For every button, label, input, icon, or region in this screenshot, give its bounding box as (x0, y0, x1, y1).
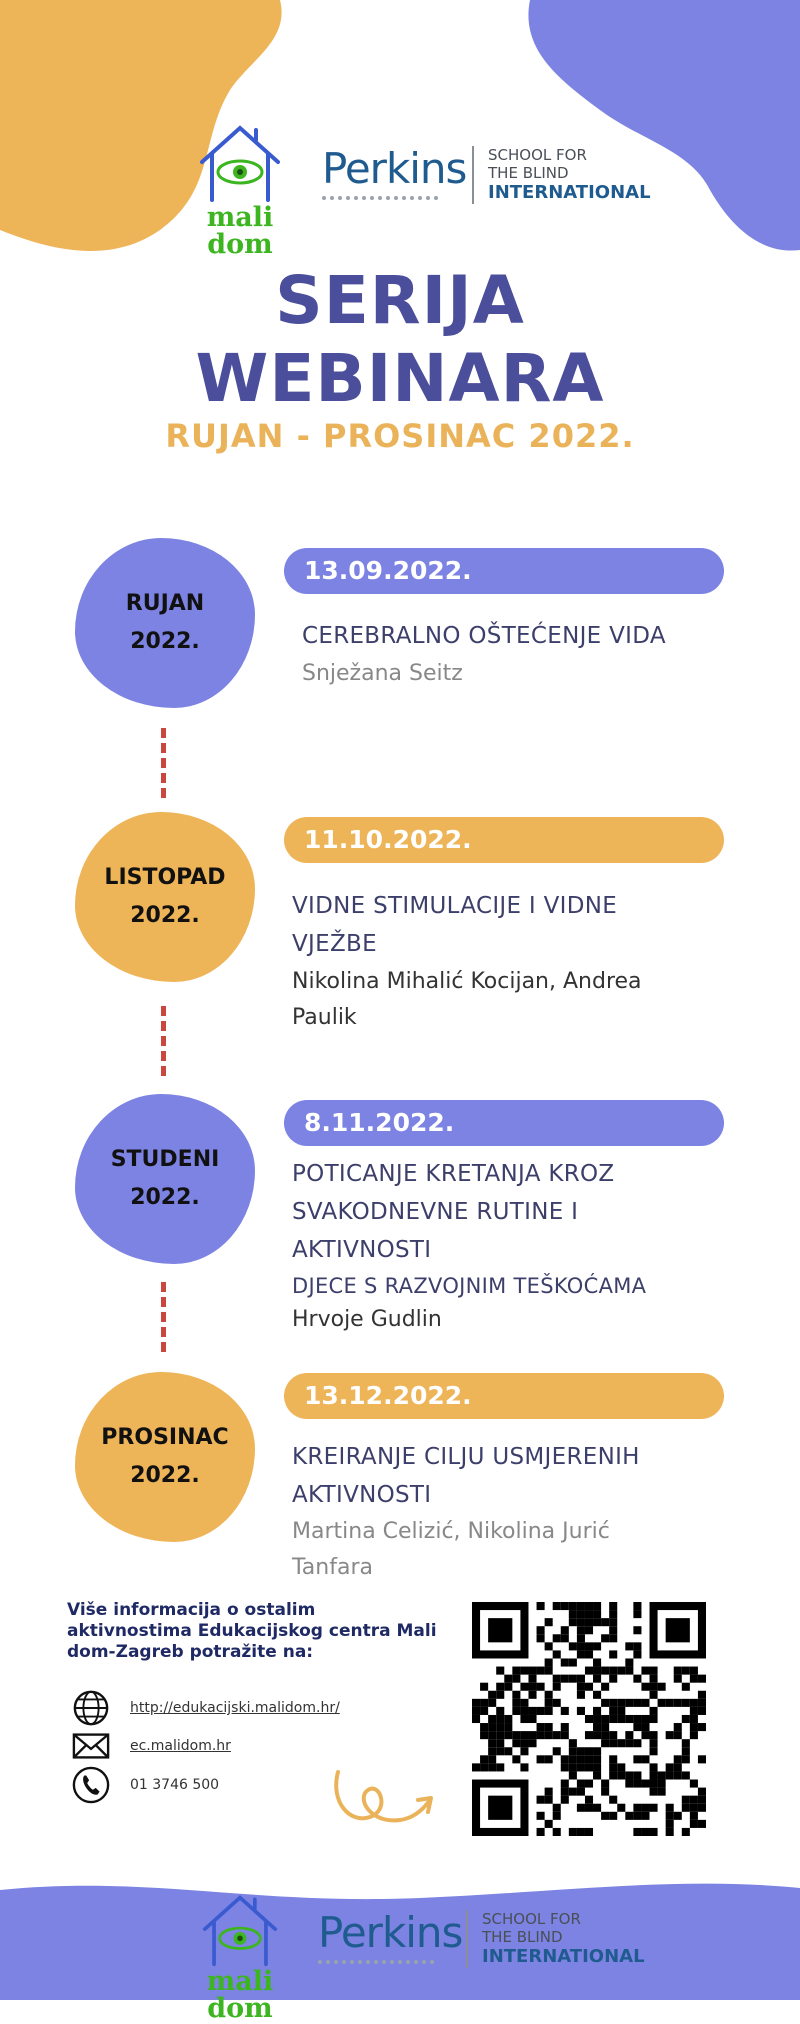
event-topic-2: VIDNE STIMULACIJE I VIDNE VJEŽBE (292, 893, 618, 957)
house-eye-icon (194, 122, 286, 204)
date-pill-2: 11.10.2022. (284, 817, 724, 863)
email-contact (72, 1727, 231, 1765)
event-speaker-3: Hrvoje Gudlin (292, 1307, 442, 1332)
malidom-logo-bottom (175, 1892, 305, 2022)
phone-icon (72, 1766, 110, 1804)
event-speaker-2: Nikolina Mihalić Kocijan, Andrea Paulik (292, 969, 642, 1030)
phone-number: 01 3746 500 (130, 1777, 220, 1793)
school-for-blind-text-top: SCHOOL FOR THE BLIND INTERNATIONAL (472, 146, 651, 204)
page-subtitle: RUJAN - PROSINAC 2022. (165, 417, 635, 455)
perkins-logo-text: Perkins (318, 1908, 463, 1957)
date-pill-3: 8.11.2022. (284, 1100, 724, 1146)
month-badge-studeni: STUDENI 2022. (75, 1094, 255, 1264)
event-topic-4: KREIRANJE CILJU USMJERENIH AKTIVNOSTI (292, 1444, 640, 1508)
perkins-logo-bottom (318, 1908, 463, 1964)
event-speaker-4: Martina Celizić, Nikolina Jurić Tanfara (292, 1519, 610, 1580)
purple-corner-blob (520, 0, 800, 260)
timeline-dash-2 (161, 1006, 172, 1076)
curly-arrow-icon (330, 1762, 440, 1832)
more-info-text: Više informacija o ostalim aktivnostima Edukacijskog centra Mali dom-Zagreb potražite na: (67, 1600, 437, 1662)
page-title: SERIJA WEBINARA (195, 262, 605, 417)
website-link[interactable]: http://edukacijski.malidom.hr/ (130, 1700, 340, 1716)
perkins-logo-text: Perkins (322, 144, 467, 193)
event-topic-3: POTICANJE KRETANJA KROZ SVAKODNEVNE RUTINE I AKTIVNOSTI DJECE S RAZVOJNIM TEŠKOĆAMA (292, 1161, 647, 1298)
event-speaker-1: Snježana Seitz (302, 661, 463, 686)
timeline-dash-1 (161, 728, 172, 798)
timeline-dash-3 (161, 1282, 172, 1352)
envelope-icon (72, 1727, 110, 1765)
braille-dots (322, 196, 466, 200)
qr-code[interactable] (472, 1602, 706, 1836)
website-contact (72, 1689, 340, 1727)
month-badge-listopad: LISTOPAD 2022. (75, 812, 255, 982)
month-badge-rujan: RUJAN 2022. (75, 538, 255, 708)
malidom-logo-text: mali dom (206, 1966, 274, 2024)
date-pill-1: 13.09.2022. (284, 548, 724, 594)
braille-dots (318, 1960, 462, 1964)
school-for-blind-text-bottom: SCHOOL FOR THE BLIND INTERNATIONAL (466, 1910, 645, 1968)
perkins-logo-top (322, 144, 467, 200)
globe-icon (72, 1689, 110, 1727)
phone-contact (72, 1766, 219, 1804)
date-pill-4: 13.12.2022. (284, 1373, 724, 1419)
event-topic-1: CEREBRALNO OŠTEĆENJE VIDA (302, 623, 666, 649)
house-eye-icon (194, 1892, 286, 1968)
email-link[interactable]: ec.malidom.hr (130, 1738, 231, 1754)
malidom-logo-text: mali dom (206, 202, 274, 260)
malidom-logo-top (175, 122, 305, 258)
month-badge-prosinac: PROSINAC 2022. (75, 1372, 255, 1542)
